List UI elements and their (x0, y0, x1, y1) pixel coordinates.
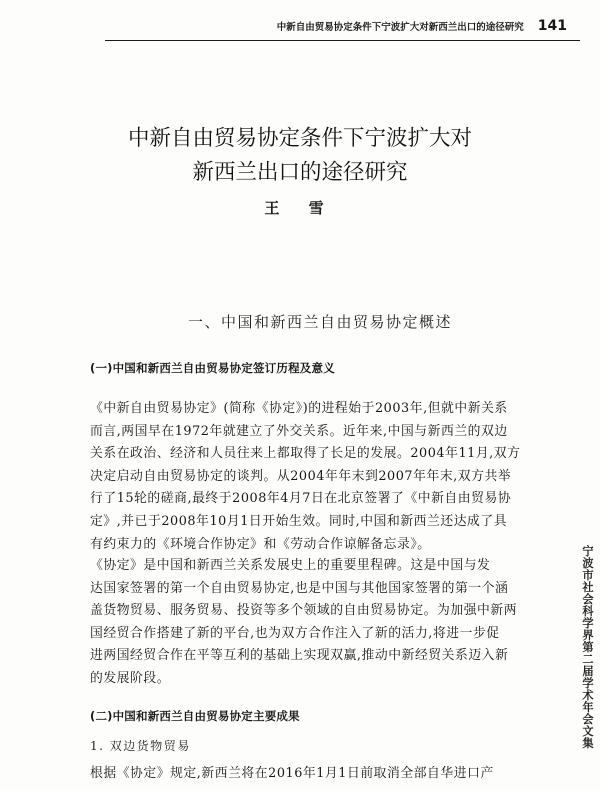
paragraph-2-line: 国经贸合作搭建了新的平台,也为双方合作注入了新的活力,将进一步促 (90, 625, 500, 641)
header-rule (105, 40, 580, 41)
list-item-heading: 1. 双边货物贸易 (90, 739, 191, 753)
paragraph-1-line: 《中新自由贸易协定》(简称《协定》)的进程始于2003年,但就中新关系 (90, 401, 508, 416)
paragraph-2-line: 进两国经贸合作在平等互利的基础上实现双赢,推动中新经贸关系迈入新 (90, 648, 509, 664)
side-note: 宁波市社会科学界第二届学术年会文集 (581, 545, 594, 749)
paragraph-2-line: 盖货物贸易、服务贸易、投资等多个领域的自由贸易协定。为加强中新两 (90, 603, 518, 619)
paragraph-2-line: 《协定》是中国和新西兰关系发展史上的重要里程碑。这是中国与发 (90, 558, 491, 573)
subheading-1: (一)中国和新西兰自由贸易协定签订历程及意义 (90, 361, 335, 375)
paragraph-2-line: 达国家签署的第一个自由贸易协定,也是中国与其他国家签署的第一个涵 (90, 580, 509, 596)
paragraph-2-line: 的发展阶段。 (90, 670, 171, 686)
section-heading: 一、中国和新西兰自由贸易协定概述 (187, 313, 452, 331)
author-name: 王 雪 (264, 199, 336, 217)
paragraph-1-line: 决定启动自由贸易协定的谈判。从2004年年末到2007年年末,双方共举 (90, 468, 512, 484)
page-number: 141 (537, 18, 567, 34)
paragraph-1-line: 有约束力的《环境合作协定》和《劳动合作谅解备忘录》。 (90, 536, 431, 552)
paper-title-line-1: 中新自由贸易协定条件下宁波扩大对 (127, 126, 472, 151)
paragraph-3-line: 根据《协定》规定,新西兰将在2016年1月1日前取消全部自华进口产 (90, 766, 494, 781)
paragraph-3 (90, 763, 560, 786)
paragraph-1-line: 定》,并已于2008年10月1日开始生效。同时,中国和新西兰还达成了具 (90, 513, 508, 529)
paragraph-2 (90, 555, 560, 691)
running-head (150, 18, 595, 38)
subheading-2: (二)中国和新西兰自由贸易协定主要成果 (90, 709, 300, 723)
paragraph-1-line: 行了15轮的磋商,最终于2008年4月7日在北京签署了《中新自由贸易协 (90, 491, 512, 507)
paper-title-line-2: 新西兰出口的途径研究 (192, 160, 408, 185)
running-head-title: 中新自由贸易协定条件下宁波扩大对新西兰出口的途径研究 (276, 22, 524, 33)
paragraph-1-line: 关系在政治、经济和人员往来上都取得了长足的发展。2004年11月,双方 (90, 446, 521, 462)
paragraph-1 (90, 398, 560, 556)
paragraph-1-line: 而言,两国早在1972年就建立了外交关系。近年来,中国与新西兰的双边 (90, 423, 508, 439)
